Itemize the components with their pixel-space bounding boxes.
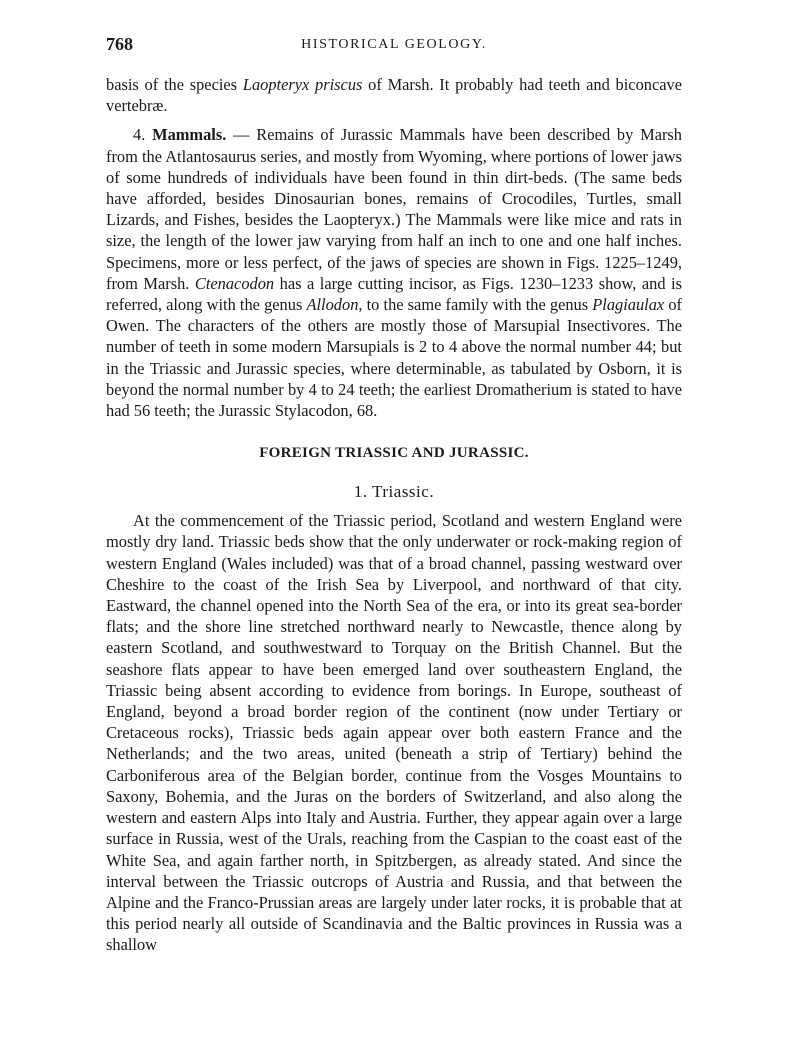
genus-allodon: Allodon <box>306 295 359 315</box>
book-page <box>106 34 682 956</box>
page-header <box>106 34 682 58</box>
mammals-heading: Mammals. <box>152 125 227 145</box>
subsection-heading: 1. Triassic. <box>353 482 435 502</box>
page-number: 768 <box>106 34 133 54</box>
species-name: Laopteryx priscus <box>242 75 363 94</box>
paragraph-triassic: At the commencement of the Triassic period, Scotland and western England were mostly dry land. Triassic beds show that the only underwater or rock-making region of western England (Wales included) was that of a broad channel, passing westward over Cheshire to the coast of the Irish Sea by Liverpool, and northward of that city. Eastward, the channel opened into the North Sea of the era, or into its great sea-border flats; and the shore line stretched northward nearly to Newcastle, thence along by eastern Scotland, and southwestward to Torquay on the British Channel. But the seashore flats appear to have been emerged land over southeastern England, the Triassic being absent according to evidence from borings. In Europe, southeast of England, beyond a broad border region of the continent (now under Tertiary or Cretaceous rocks), Triassic beds again appear over both eastern France and the Netherlands; and the two areas, united (beneath a strip of Tertiary) behind the Carboniferous area of the Belgian border, continue from the Vosges Mountains to Saxony, Bohemia, and the Juras on the borders of Switzerland, and also along the western and eastern Alps into Italy and Austria. Further, they appear again over a large surface in Russia, west of the Urals, reaching from the Caspian to the coast east of the White Sea, and again farther north, in Spitzbergen, as already stated. And since the interval between the Triassic outcrops of Austria and Russia, and that between the Alpine and the Franco-Prussian areas are largely under later rocks, it is probable that at this period nearly all outside of Scandinavia and the Baltic provinces in Russia was a shallow <box>106 511 682 955</box>
paragraph-mammals: 4. Mammals. — Remains of Jurassic Mammals have been described by Marsh from the Atlantosaurus series, and mostly from Wyoming, where portions of lower jaws of some hundreds of individuals have been found in thin dirt-beds. (The same beds have afforded, besides Dinosaurian bones, remains of Crocodiles, Turtles, small Lizards, and Fishes, besides the Laopteryx.) The Mammals were like mice and rats in size, the length of the lower jaw varying from half an inch to one and one half inches. Specimens, more or less perfect, of the jaws of species are shown in Figs. 1225–1249, from Marsh. Ctenacodon has a large cutting incisor, as Figs. 1230–1233 show, and is referred, along with the genus Allodon, to the same family with the genus Plagiaulax of Owen. The characters of the others are mostly those of Marsupial Insectivores. The number of teeth in some modern Marsupials is 2 to 4 above the normal number 44; but in the Triassic and Jurassic species, where determinable, as tabulated by Osborn, it is beyond the normal number by 4 to 24 teeth; the earliest Dromatherium is stated to have had 56 teeth; the Jurassic Stylacodon, 68. <box>106 125 682 421</box>
paragraph-laopteryx: basis of the species Laopteryx priscus of Marsh. It probably had teeth and biconcave vertebræ. <box>106 75 682 116</box>
genus-plagiaulax: Plagiaulax <box>592 295 665 315</box>
section-heading: FOREIGN TRIASSIC AND JURASSIC. <box>259 445 529 462</box>
genus-ctenacodon: Ctenacodon <box>194 273 275 293</box>
running-title: HISTORICAL GEOLOGY. <box>301 37 487 52</box>
